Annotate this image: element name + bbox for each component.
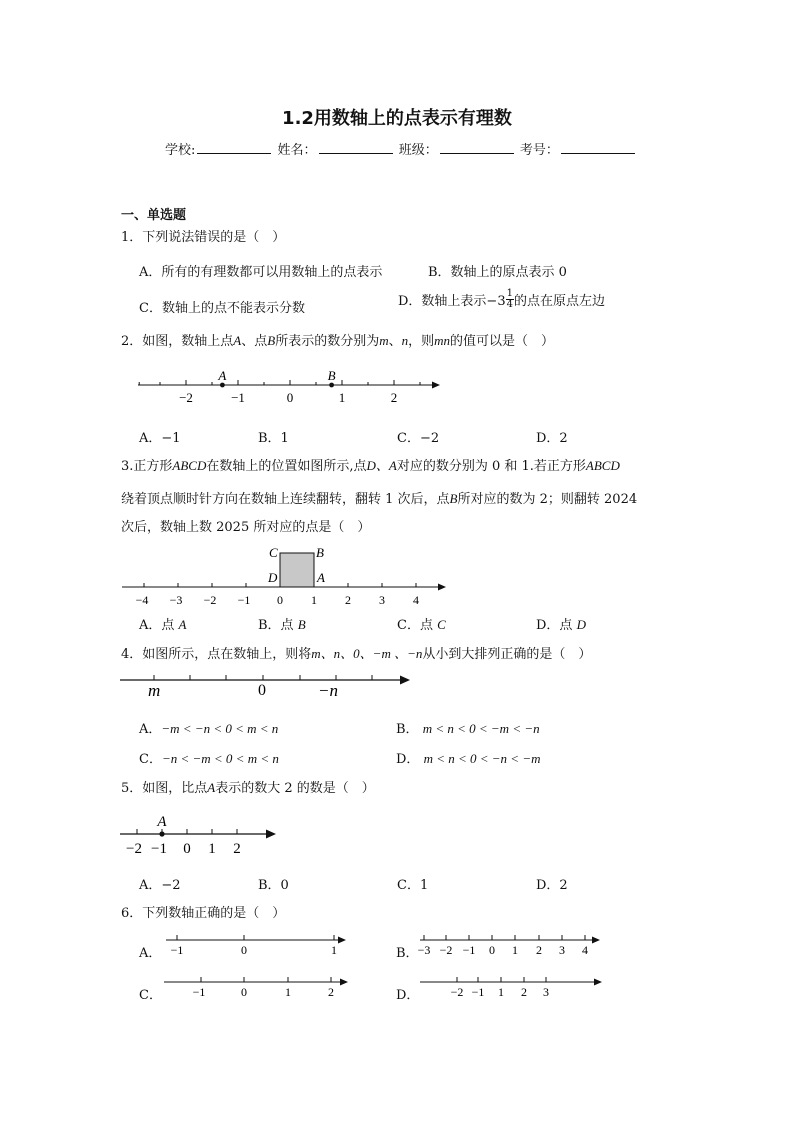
label-neg-n: −n	[318, 681, 338, 700]
q4-option-c[interactable]	[139, 748, 279, 767]
q6-fig-c[interactable]	[158, 972, 353, 1007]
q5-option-d[interactable]: D．2	[536, 878, 568, 893]
text: ，则	[408, 334, 435, 349]
q2-option-a[interactable]: A．−1	[139, 431, 181, 446]
tick-label: −1	[192, 985, 206, 999]
tick-label: 3	[559, 943, 565, 957]
q2-option-c[interactable]: C．−2	[397, 431, 440, 446]
text: 、	[388, 334, 402, 349]
text: 在数轴上的位置如图所示,点	[206, 459, 367, 474]
q3-line-3: 次后，数轴上数 2025 所对应的点是（ ）	[121, 520, 371, 535]
tick-label: 4	[413, 593, 419, 607]
class-label: 班级：	[398, 143, 438, 158]
tick-label: 2	[536, 943, 542, 957]
tick-label: 0	[241, 943, 247, 957]
tick-label: 1	[285, 985, 291, 999]
tick-label: −2	[203, 593, 217, 607]
tick-label: 0	[277, 593, 283, 607]
text: 5．如图，比点	[121, 781, 208, 796]
text: 的值可以是（ ）	[450, 334, 555, 349]
var: ABCD	[585, 458, 620, 473]
tick-label: −1	[151, 841, 167, 857]
tick-label: 0	[183, 841, 191, 857]
point-marker	[220, 383, 225, 388]
q6-option-a-label[interactable]: A．	[139, 946, 162, 961]
tick-label: −2	[179, 390, 193, 405]
arrow-head	[432, 382, 440, 389]
q4-option-b[interactable]	[396, 718, 540, 737]
arrow-head	[338, 937, 346, 944]
tick-label: 2	[233, 841, 241, 857]
vertex-b-label: B	[316, 545, 324, 560]
q5-number-line	[118, 808, 283, 858]
q1-option-c[interactable]: C．数轴上的点不能表示分数	[139, 301, 305, 316]
text: 对应的数分别为 0 和 1.若正方形	[396, 459, 586, 474]
q5-option-a[interactable]: A．−2	[139, 878, 181, 893]
text: C．点	[397, 618, 438, 633]
q6-fig-b[interactable]	[412, 930, 607, 965]
var: n	[401, 333, 409, 348]
tick-label: A	[218, 368, 227, 383]
tick-label: −2	[439, 943, 453, 957]
tick-label: −2	[450, 985, 464, 999]
arrow-head	[438, 584, 446, 591]
q5-stem	[121, 780, 375, 797]
var: m	[379, 333, 389, 348]
arrow-head	[592, 937, 600, 944]
tick-label: 3	[543, 985, 549, 999]
text: A．点	[139, 618, 179, 633]
point-marker	[159, 831, 164, 836]
text: A．	[139, 722, 162, 737]
tick-label: 1	[512, 943, 518, 957]
text: B．	[396, 722, 419, 737]
q1-d-suffix: 的点在原点左边	[513, 294, 605, 309]
text: 所对应的数为 2；则翻转 2024	[457, 492, 638, 507]
tick-label: 1	[311, 593, 317, 607]
label-zero: 0	[258, 682, 266, 699]
q1-d-prefix: D．数轴上表示−3	[398, 294, 506, 309]
q6-option-d-label[interactable]: D．	[396, 988, 420, 1003]
tick-label: 1	[331, 943, 337, 957]
q3-line-1	[121, 458, 620, 475]
var: B	[449, 491, 458, 506]
q3-option-d[interactable]	[536, 614, 586, 633]
tick-label: 2	[521, 985, 527, 999]
var: m、n、0、−m 、−n	[311, 646, 423, 661]
q1-option-a[interactable]: A．所有的有理数都可以用数轴上的点表示	[139, 265, 383, 280]
q5-option-c[interactable]: C．1	[397, 878, 429, 893]
fraction-numerator: 1	[506, 288, 513, 299]
q4-stem	[121, 646, 591, 663]
var: mn	[434, 333, 451, 348]
q5-option-b[interactable]: B．0	[258, 878, 289, 893]
tick-label: 2	[328, 985, 334, 999]
expr: m < n < 0 < −m < −n	[422, 721, 540, 736]
q3-option-c[interactable]	[397, 614, 446, 633]
q4-option-a[interactable]	[139, 718, 278, 737]
section-heading: 一、单选题	[121, 208, 187, 223]
q2-number-line	[130, 365, 450, 410]
school-blank[interactable]	[197, 141, 271, 154]
text: 从小到大排列正确的是（ ）	[422, 647, 592, 662]
expr: −m < −n < 0 < m < n	[161, 721, 279, 736]
text: 2．如图，数轴上点	[121, 334, 234, 349]
tick-label: 0	[286, 390, 294, 405]
tick-label: 1	[338, 390, 346, 405]
tick-label: 1	[498, 985, 504, 999]
tick-label: −1	[471, 985, 485, 999]
expr: −n < −m < 0 < m < n	[161, 751, 279, 766]
q2-stem	[121, 333, 554, 350]
exam-no-blank[interactable]	[561, 141, 635, 154]
label-m: m	[148, 681, 161, 700]
text: 表示的数大 2 的数是（ ）	[215, 781, 375, 796]
tick-label: 2	[390, 390, 398, 405]
var: D	[576, 617, 586, 632]
text: 绕着顶点顺时针方向在数轴上连续翻转，翻转 1 次后，点	[121, 492, 450, 507]
name-label: 姓名：	[277, 143, 317, 158]
text: 3.正方形	[121, 459, 173, 474]
q6-option-c-label[interactable]: C．	[139, 988, 162, 1003]
square-abcd	[280, 553, 314, 587]
q4-number-line	[118, 668, 418, 703]
vertex-a-label: A	[317, 570, 325, 585]
text: D．点	[536, 618, 577, 633]
var: A	[178, 617, 187, 632]
var: A	[207, 780, 216, 795]
text: 4．如图所示，点在数轴上，则将	[121, 647, 312, 662]
q1-option-b[interactable]: B．数轴上的原点表示 0	[428, 265, 567, 280]
student-info-line	[165, 139, 637, 158]
exam-no-label: 考号：	[519, 143, 559, 158]
vertex-c-label: C	[269, 545, 278, 560]
class-blank[interactable]	[440, 141, 514, 154]
tick-label: −2	[126, 841, 142, 857]
q3-line-2	[121, 491, 637, 508]
var: C	[437, 617, 446, 632]
tick-label: −1	[231, 390, 245, 405]
var: ABCD	[172, 458, 207, 473]
tick-label: −4	[135, 593, 149, 607]
q4-option-d[interactable]	[396, 748, 541, 767]
tick-label: B	[327, 368, 336, 383]
q6-option-b-label[interactable]: B．	[396, 946, 419, 961]
q3-option-a[interactable]	[139, 614, 186, 633]
tick-label: 0	[489, 943, 495, 957]
tick-label: −3	[417, 943, 431, 957]
tick-label: 0	[241, 985, 247, 999]
fraction-denominator: 4	[506, 299, 513, 310]
tick-label: −1	[237, 593, 251, 607]
q2-option-d[interactable]: D．2	[536, 431, 568, 446]
q1-option-d[interactable]	[398, 289, 605, 310]
tick-label: −1	[170, 943, 184, 957]
q2-option-b[interactable]: B．1	[258, 431, 289, 446]
page-title: 1.2用数轴上的点表示有理数	[282, 108, 512, 129]
text: C．	[139, 752, 162, 767]
q6-stem: 6．下列数轴正确的是（ ）	[121, 906, 286, 921]
text: 、点	[241, 334, 268, 349]
var: A	[233, 333, 242, 348]
tick-label: 2	[345, 593, 351, 607]
point-marker	[329, 383, 334, 388]
q3-number-line	[118, 542, 448, 607]
var: B	[267, 333, 276, 348]
arrow-head	[340, 979, 348, 986]
text: 所表示的数分别为	[275, 334, 380, 349]
arrow-head	[594, 979, 602, 986]
expr: m < n < 0 < −n < −m	[423, 751, 541, 766]
q3-option-b[interactable]	[258, 614, 306, 633]
text: B．点	[258, 618, 298, 633]
arrow-head	[266, 830, 276, 839]
text: D．	[396, 752, 420, 767]
tick-label: 1	[208, 841, 216, 857]
var: B	[297, 617, 306, 632]
vertex-d-label: D	[268, 570, 278, 585]
q1-stem: 1．下列说法错误的是（ ）	[121, 230, 286, 245]
tick-label: −3	[169, 593, 183, 607]
tick-label: A	[157, 814, 167, 830]
q6-fig-a[interactable]	[158, 930, 353, 965]
arrow-head	[400, 676, 410, 685]
q1-d-fraction	[506, 289, 514, 310]
tick-label: −1	[462, 943, 476, 957]
name-blank[interactable]	[319, 141, 393, 154]
tick-label: 4	[582, 943, 588, 957]
school-label: 学校:	[165, 143, 196, 158]
q6-fig-d[interactable]	[412, 972, 607, 1007]
var: D、A	[366, 458, 397, 473]
tick-label: 3	[379, 593, 385, 607]
